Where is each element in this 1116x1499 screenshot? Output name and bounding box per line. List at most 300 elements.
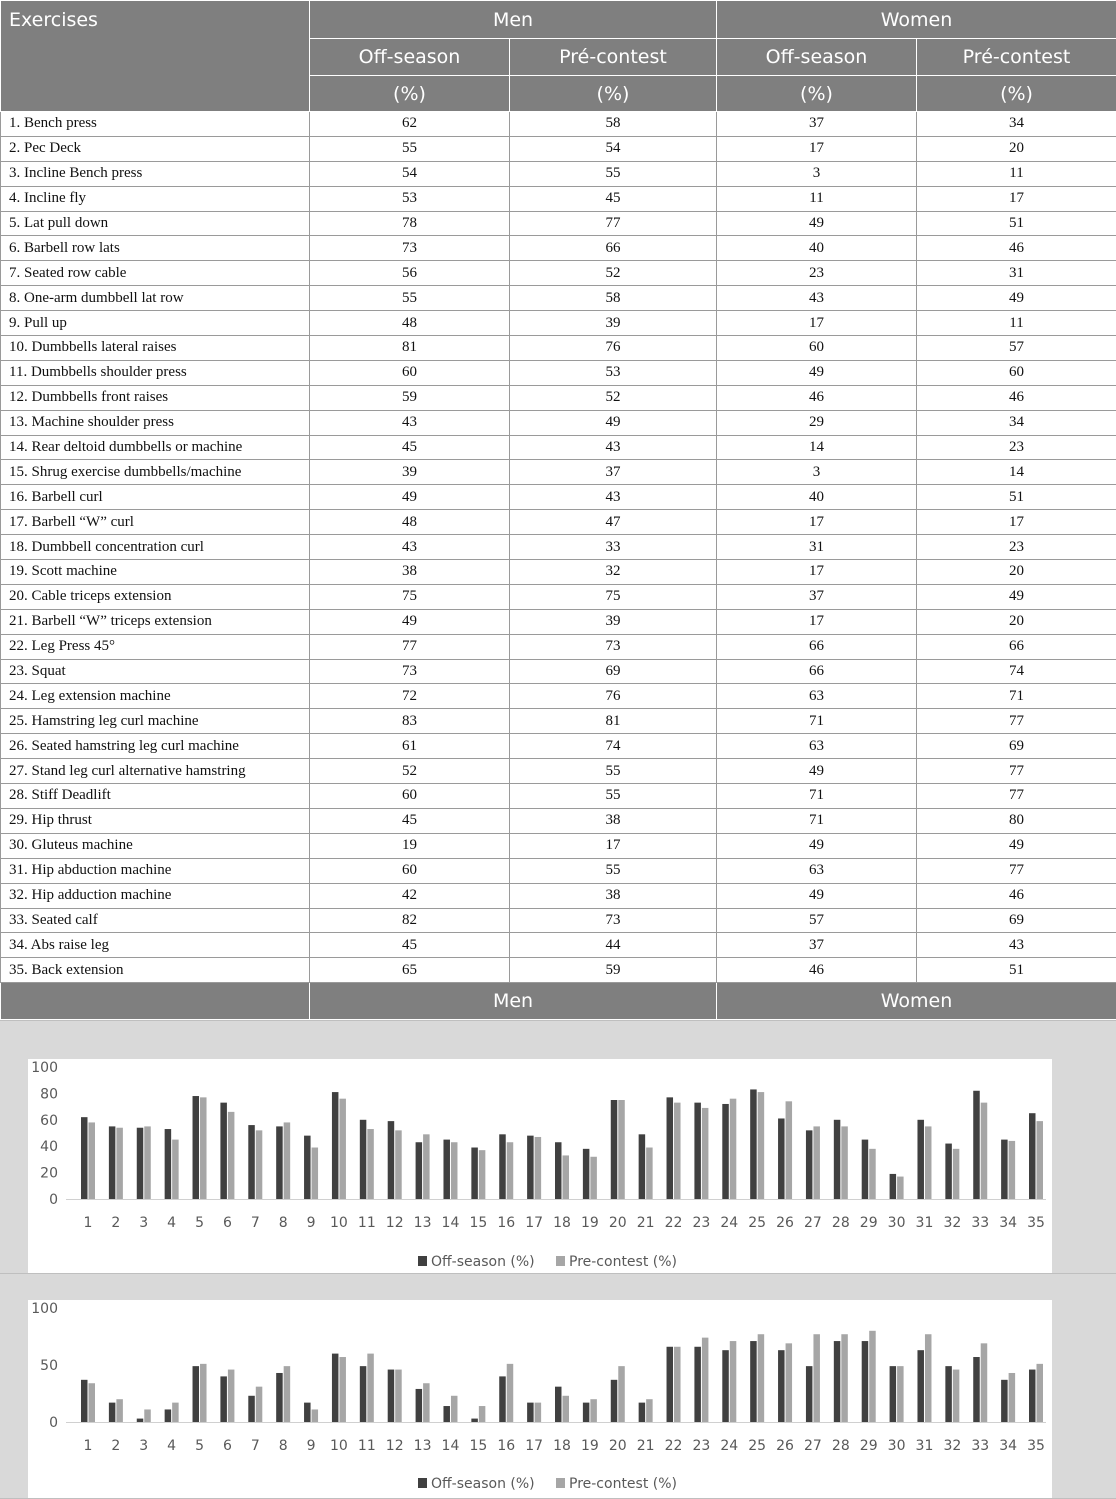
women-off-season-cell: 63 (717, 734, 917, 759)
x-tick-label: 12 (386, 1215, 404, 1231)
exercise-name-cell: 34. Abs raise leg (1, 933, 310, 958)
bar-pre-contest (869, 1149, 876, 1199)
table-row (1, 958, 1116, 983)
men-pre-contest-cell: 38 (510, 808, 717, 833)
women-pre-contest-cell: 43 (917, 933, 1116, 958)
x-tick-label: 30 (888, 1438, 906, 1454)
bar-off-season (583, 1403, 590, 1422)
bar-pre-contest (897, 1177, 904, 1199)
bar-pre-contest (925, 1334, 932, 1422)
charts-header (1, 983, 1116, 1020)
bar-off-season (388, 1370, 395, 1422)
legend-label: Pre-contest (%) (569, 1476, 677, 1492)
x-tick-label: 32 (943, 1215, 961, 1231)
x-tick-label: 10 (330, 1215, 348, 1231)
x-tick-label: 33 (971, 1438, 989, 1454)
exercise-name-cell: 18. Dumbbell concentration curl (1, 535, 310, 560)
bar-off-season (332, 1354, 339, 1422)
bar-off-season (388, 1121, 395, 1199)
x-tick-label: 35 (1027, 1438, 1045, 1454)
women-pre-contest-cell: 80 (917, 808, 1116, 833)
bar-off-season (778, 1118, 785, 1199)
x-tick-label: 20 (609, 1438, 627, 1454)
men-off-season-cell: 73 (310, 659, 510, 684)
x-tick-label: 9 (307, 1215, 316, 1231)
bar-off-season (220, 1103, 227, 1199)
table-row (1, 709, 1116, 734)
men-pre-contest-cell: 81 (510, 709, 717, 734)
men-off-season-cell: 52 (310, 759, 510, 784)
men-off-season-cell: 73 (310, 236, 510, 261)
bar-pre-contest (116, 1399, 123, 1422)
bar-pre-contest (646, 1148, 653, 1199)
exercise-name-cell: 14. Rear deltoid dumbbells or machine (1, 435, 310, 460)
table-row (1, 261, 1116, 286)
y-tick-label: 60 (40, 1113, 58, 1129)
women-off-season-cell: 63 (717, 858, 917, 883)
men-off-season-cell: 19 (310, 833, 510, 858)
women-pre-contest-cell: 46 (917, 385, 1116, 410)
women-pre-contest-cell: 34 (917, 112, 1116, 137)
bar-pre-contest (367, 1354, 374, 1422)
bar-off-season (750, 1341, 757, 1422)
table-row (1, 684, 1116, 709)
legend-swatch (418, 1256, 427, 1266)
bar-off-season (694, 1347, 701, 1422)
x-tick-label: 13 (414, 1215, 432, 1231)
bar-pre-contest (256, 1130, 263, 1199)
x-tick-label: 16 (497, 1215, 515, 1231)
x-tick-label: 19 (581, 1438, 599, 1454)
bar-pre-contest (758, 1334, 765, 1422)
x-tick-label: 22 (665, 1438, 683, 1454)
bar-pre-contest (339, 1357, 346, 1422)
women-pre-contest-cell: 51 (917, 958, 1116, 983)
table-row (1, 311, 1116, 336)
exercise-name-cell: 16. Barbell curl (1, 485, 310, 510)
y-tick-label: 50 (40, 1358, 58, 1374)
women-off-season-cell: 29 (717, 410, 917, 435)
x-tick-label: 30 (888, 1215, 906, 1231)
x-tick-label: 18 (553, 1215, 571, 1231)
table-row (1, 808, 1116, 833)
women-pre-contest-cell: 17 (917, 510, 1116, 535)
bar-off-season (443, 1140, 450, 1199)
women-pre-contest-cell: 17 (917, 186, 1116, 211)
bar-off-season (220, 1376, 227, 1422)
women-off-season-cell: 14 (717, 435, 917, 460)
x-tick-label: 32 (943, 1438, 961, 1454)
men-pre-contest-cell: 17 (510, 833, 717, 858)
exercise-name-cell: 29. Hip thrust (1, 808, 310, 833)
men-off-season-cell: 77 (310, 634, 510, 659)
table-row (1, 584, 1116, 609)
charts-men-header: Men (310, 983, 717, 1020)
bar-pre-contest (674, 1347, 681, 1422)
bar-off-season (165, 1129, 172, 1199)
bar-pre-contest (813, 1334, 820, 1422)
x-tick-label: 29 (860, 1215, 878, 1231)
bar-pre-contest (702, 1338, 709, 1422)
men-pre-contest-cell: 43 (510, 485, 717, 510)
exercise-name-cell: 1. Bench press (1, 112, 310, 137)
bar-pre-contest (981, 1103, 988, 1199)
bar-pre-contest (702, 1108, 709, 1199)
x-tick-label: 23 (692, 1438, 710, 1454)
men-off-season-cell: 75 (310, 584, 510, 609)
women-off-season-cell: 17 (717, 609, 917, 634)
bar-off-season (304, 1403, 311, 1422)
exercise-name-cell: 35. Back extension (1, 958, 310, 983)
men-pre-contest-cell: 33 (510, 535, 717, 560)
bar-off-season (443, 1406, 450, 1422)
bar-pre-contest (618, 1366, 625, 1422)
bar-off-season (611, 1380, 618, 1422)
men-pre-contest-cell: 58 (510, 112, 717, 137)
women-off-season-cell: 71 (717, 808, 917, 833)
x-tick-label: 16 (497, 1438, 515, 1454)
table-row (1, 734, 1116, 759)
exercise-name-cell: 25. Hamstring leg curl machine (1, 709, 310, 734)
bar-pre-contest (841, 1126, 848, 1199)
women-off-season-cell: 3 (717, 460, 917, 485)
bar-off-season (555, 1142, 562, 1199)
bar-off-season (917, 1350, 924, 1422)
women-off-season-cell: 23 (717, 261, 917, 286)
bar-off-season (527, 1136, 534, 1199)
x-tick-label: 33 (971, 1215, 989, 1231)
exercise-name-cell: 21. Barbell “W” triceps extension (1, 609, 310, 634)
x-tick-label: 22 (665, 1215, 683, 1231)
women-pre-contest-cell: 14 (917, 460, 1116, 485)
men-off-season-cell: 59 (310, 385, 510, 410)
women-pre-contest-cell: 23 (917, 535, 1116, 560)
exercises-header: Exercises (1, 1, 310, 112)
women-off-season-header: Off-season (717, 39, 917, 76)
bar-off-season (499, 1134, 506, 1199)
bar-off-season (137, 1419, 144, 1422)
table-row (1, 759, 1116, 784)
women-off-season-cell: 49 (717, 833, 917, 858)
men-off-season-cell: 60 (310, 360, 510, 385)
exercise-name-cell: 15. Shrug exercise dumbbells/machine (1, 460, 310, 485)
x-tick-label: 15 (469, 1438, 487, 1454)
table-row (1, 883, 1116, 908)
bar-off-season (583, 1149, 590, 1199)
women-off-season-cell: 63 (717, 684, 917, 709)
bar-off-season (248, 1396, 255, 1422)
women-pre-contest-cell: 69 (917, 734, 1116, 759)
x-tick-label: 25 (748, 1438, 766, 1454)
men-off-season-cell: 49 (310, 609, 510, 634)
women-off-season-cell: 17 (717, 136, 917, 161)
men-off-season-cell: 43 (310, 535, 510, 560)
table-row (1, 485, 1116, 510)
x-tick-label: 18 (553, 1438, 571, 1454)
men-pre-contest-cell: 55 (510, 161, 717, 186)
exercise-name-cell: 13. Machine shoulder press (1, 410, 310, 435)
table-row (1, 833, 1116, 858)
women-off-season-cell: 17 (717, 560, 917, 585)
bar-pre-contest (535, 1403, 542, 1422)
table-row (1, 634, 1116, 659)
men-off-season-cell: 55 (310, 286, 510, 311)
exercise-name-cell: 31. Hip abduction machine (1, 858, 310, 883)
men-pre-contest-cell: 75 (510, 584, 717, 609)
men-off-season-cell: 60 (310, 784, 510, 809)
unit-header: (%) (510, 76, 717, 112)
women-off-season-cell: 49 (717, 759, 917, 784)
x-tick-label: 23 (692, 1215, 710, 1231)
bar-pre-contest (1009, 1141, 1016, 1199)
men-off-season-cell: 42 (310, 883, 510, 908)
exercise-name-cell: 23. Squat (1, 659, 310, 684)
bar-pre-contest (395, 1370, 402, 1422)
table-row (1, 186, 1116, 211)
bar-pre-contest (953, 1370, 960, 1422)
bar-pre-contest (312, 1148, 319, 1199)
bar-pre-contest (284, 1122, 291, 1199)
exercise-name-cell: 3. Incline Bench press (1, 161, 310, 186)
men-pre-contest-cell: 76 (510, 336, 717, 361)
bar-pre-contest (116, 1128, 123, 1199)
charts-header-spacer (1, 983, 310, 1020)
exercise-name-cell: 2. Pec Deck (1, 136, 310, 161)
table-row (1, 560, 1116, 585)
x-tick-label: 20 (609, 1215, 627, 1231)
bar-pre-contest (284, 1366, 291, 1422)
men-off-season-cell: 45 (310, 933, 510, 958)
women-bar-chart (0, 1274, 1116, 1498)
bar-off-season (360, 1366, 367, 1422)
bar-off-season (332, 1092, 339, 1199)
bar-pre-contest (813, 1126, 820, 1199)
exercise-name-cell: 24. Leg extension machine (1, 684, 310, 709)
exercise-name-cell: 32. Hip adduction machine (1, 883, 310, 908)
bar-pre-contest (590, 1399, 597, 1422)
bar-off-season (890, 1174, 897, 1199)
men-pre-contest-header: Pré-contest (510, 39, 717, 76)
table-row (1, 385, 1116, 410)
y-tick-label: 0 (49, 1415, 58, 1431)
table-row (1, 161, 1116, 186)
men-pre-contest-cell: 73 (510, 634, 717, 659)
table-row (1, 410, 1116, 435)
exercise-name-cell: 10. Dumbbells lateral raises (1, 336, 310, 361)
x-tick-label: 26 (776, 1215, 794, 1231)
bar-off-season (276, 1126, 283, 1199)
exercise-name-cell: 8. One-arm dumbbell lat row (1, 286, 310, 311)
x-tick-label: 7 (251, 1215, 260, 1231)
men-off-season-cell: 78 (310, 211, 510, 236)
x-tick-label: 7 (251, 1438, 260, 1454)
women-off-season-cell: 3 (717, 161, 917, 186)
x-tick-label: 34 (999, 1438, 1017, 1454)
men-off-season-cell: 81 (310, 336, 510, 361)
men-off-season-cell: 48 (310, 311, 510, 336)
x-tick-label: 2 (111, 1438, 120, 1454)
men-bar-chart (0, 1021, 1116, 1273)
bar-off-season (109, 1403, 116, 1422)
legend-label: Pre-contest (%) (569, 1254, 677, 1270)
table-row (1, 336, 1116, 361)
women-off-season-cell: 66 (717, 634, 917, 659)
men-pre-contest-cell: 54 (510, 136, 717, 161)
bar-pre-contest (451, 1396, 458, 1422)
men-off-season-cell: 55 (310, 136, 510, 161)
women-pre-contest-cell: 77 (917, 858, 1116, 883)
bar-off-season (416, 1389, 423, 1422)
bar-pre-contest (256, 1387, 263, 1422)
x-tick-label: 13 (414, 1438, 432, 1454)
bar-pre-contest (1037, 1364, 1044, 1422)
bar-pre-contest (172, 1403, 179, 1422)
bar-pre-contest (89, 1383, 96, 1422)
bar-off-season (945, 1144, 952, 1199)
men-off-season-cell: 60 (310, 858, 510, 883)
bar-pre-contest (618, 1100, 625, 1199)
bar-pre-contest (423, 1383, 430, 1422)
men-pre-contest-cell: 32 (510, 560, 717, 585)
men-off-season-cell: 49 (310, 485, 510, 510)
women-off-season-cell: 49 (717, 883, 917, 908)
men-off-season-header: Off-season (310, 39, 510, 76)
exercise-name-cell: 9. Pull up (1, 311, 310, 336)
bar-off-season (360, 1120, 367, 1199)
bar-off-season (750, 1089, 757, 1199)
men-off-season-cell: 53 (310, 186, 510, 211)
x-tick-label: 35 (1027, 1215, 1045, 1231)
table-row (1, 236, 1116, 261)
women-pre-contest-cell: 71 (917, 684, 1116, 709)
men-off-season-cell: 82 (310, 908, 510, 933)
table-row (1, 933, 1116, 958)
women-pre-contest-cell: 34 (917, 410, 1116, 435)
y-tick-label: 100 (31, 1060, 58, 1076)
x-tick-label: 15 (469, 1215, 487, 1231)
men-pre-contest-cell: 73 (510, 908, 717, 933)
bar-off-season (193, 1366, 200, 1422)
men-pre-contest-cell: 77 (510, 211, 717, 236)
women-pre-contest-cell: 77 (917, 759, 1116, 784)
women-pre-contest-cell: 11 (917, 311, 1116, 336)
men-pre-contest-cell: 39 (510, 311, 717, 336)
men-off-season-cell: 83 (310, 709, 510, 734)
bar-off-season (471, 1148, 478, 1199)
bar-off-season (834, 1341, 841, 1422)
men-off-season-cell: 62 (310, 112, 510, 137)
x-tick-label: 3 (139, 1438, 148, 1454)
bar-pre-contest (451, 1142, 458, 1199)
bar-off-season (973, 1357, 980, 1422)
table-row (1, 460, 1116, 485)
women-pre-contest-cell: 46 (917, 236, 1116, 261)
women-pre-contest-cell: 20 (917, 560, 1116, 585)
men-pre-contest-cell: 39 (510, 609, 717, 634)
bar-off-season (917, 1120, 924, 1199)
bar-off-season (639, 1134, 646, 1199)
bar-pre-contest (312, 1409, 319, 1422)
men-pre-contest-cell: 49 (510, 410, 717, 435)
table-row (1, 609, 1116, 634)
x-tick-label: 31 (916, 1438, 934, 1454)
men-pre-contest-cell: 43 (510, 435, 717, 460)
x-tick-label: 27 (804, 1438, 822, 1454)
women-header: Women (717, 1, 1116, 39)
bar-off-season (973, 1091, 980, 1199)
bar-pre-contest (786, 1101, 793, 1199)
bar-pre-contest (563, 1396, 570, 1422)
men-pre-contest-cell: 58 (510, 286, 717, 311)
men-pre-contest-cell: 66 (510, 236, 717, 261)
women-pre-contest-cell: 57 (917, 336, 1116, 361)
x-tick-label: 21 (637, 1215, 655, 1231)
exercise-name-cell: 4. Incline fly (1, 186, 310, 211)
women-off-season-cell: 11 (717, 186, 917, 211)
men-pre-contest-cell: 55 (510, 858, 717, 883)
unit-header: (%) (917, 76, 1116, 112)
women-pre-contest-cell: 49 (917, 584, 1116, 609)
women-pre-contest-cell: 20 (917, 609, 1116, 634)
bar-off-season (806, 1130, 813, 1199)
bar-off-season (81, 1380, 88, 1422)
bar-pre-contest (563, 1155, 570, 1199)
bar-pre-contest (869, 1331, 876, 1422)
bar-pre-contest (786, 1343, 793, 1422)
men-off-season-cell: 54 (310, 161, 510, 186)
women-off-season-cell: 40 (717, 236, 917, 261)
y-tick-label: 0 (49, 1192, 58, 1208)
table-row (1, 286, 1116, 311)
bar-off-season (639, 1403, 646, 1422)
unit-header: (%) (310, 76, 510, 112)
bar-pre-contest (395, 1130, 402, 1199)
bar-off-season (499, 1376, 506, 1422)
bar-pre-contest (423, 1134, 430, 1199)
bar-pre-contest (144, 1409, 151, 1422)
women-off-season-cell: 17 (717, 510, 917, 535)
bar-pre-contest (200, 1364, 207, 1422)
x-tick-label: 6 (223, 1215, 232, 1231)
exercise-name-cell: 5. Lat pull down (1, 211, 310, 236)
bar-off-season (778, 1350, 785, 1422)
men-pre-contest-cell: 53 (510, 360, 717, 385)
x-tick-label: 11 (358, 1438, 376, 1454)
bar-off-season (806, 1366, 813, 1422)
bar-pre-contest (479, 1150, 486, 1199)
men-off-season-cell: 56 (310, 261, 510, 286)
table-row (1, 435, 1116, 460)
exercise-name-cell: 30. Gluteus machine (1, 833, 310, 858)
women-off-season-cell: 49 (717, 360, 917, 385)
women-pre-contest-cell: 60 (917, 360, 1116, 385)
y-tick-label: 20 (40, 1166, 58, 1182)
bar-pre-contest (590, 1157, 597, 1199)
women-pre-contest-cell: 49 (917, 833, 1116, 858)
men-chart-panel (0, 1020, 1116, 1274)
bar-off-season (834, 1120, 841, 1199)
x-tick-label: 25 (748, 1215, 766, 1231)
y-tick-label: 100 (31, 1301, 58, 1317)
men-pre-contest-cell: 55 (510, 759, 717, 784)
bar-off-season (109, 1126, 116, 1199)
x-tick-label: 9 (307, 1438, 316, 1454)
exercise-name-cell: 7. Seated row cable (1, 261, 310, 286)
bar-pre-contest (200, 1097, 207, 1199)
bar-off-season (1029, 1370, 1036, 1422)
x-tick-label: 19 (581, 1215, 599, 1231)
bar-off-season (890, 1366, 897, 1422)
